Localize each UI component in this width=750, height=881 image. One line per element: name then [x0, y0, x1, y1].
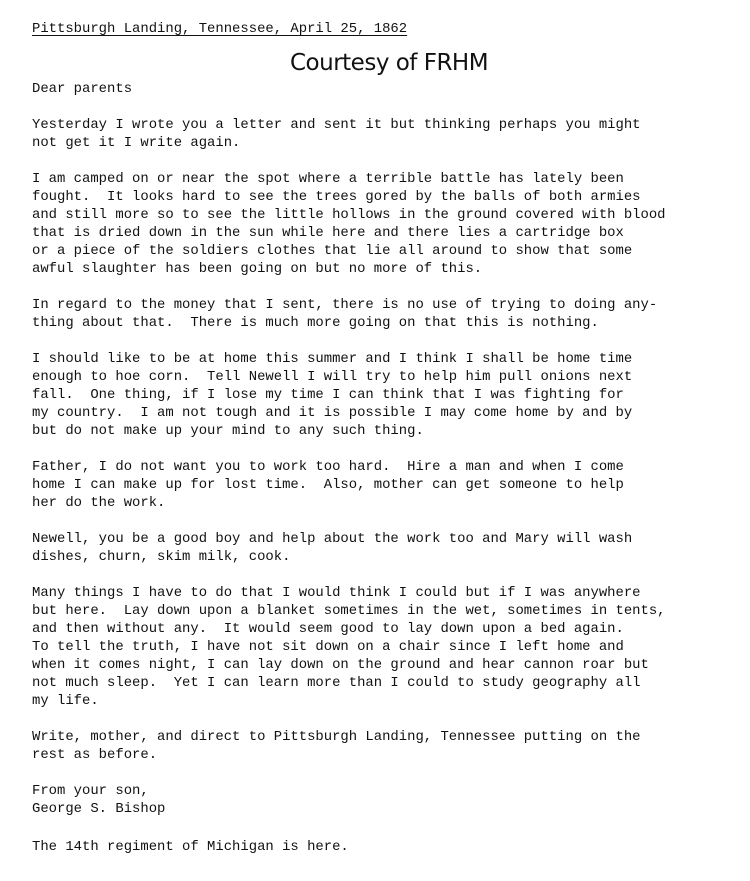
paragraph-2: I am camped on or near the spot where a terrible battle has lately been fought. It looks hard to see the trees gored by the balls of both armies and still more so to see the little hollows in the ground covered with blood that is dried down in the sun while here and there lies a cartridge box or a piece of the soldiers clothes that lie all around to show that some awful slaughter has been going on but no more of this. — [32, 171, 666, 277]
salutation: Dear parents — [32, 81, 133, 97]
paragraph-5: Father, I do not want you to work too hard. Hire a man and when I come home I can make up for lost time. Also, mother can get someone to help her do the work. — [32, 459, 624, 511]
paragraph-8: Write, mother, and direct to Pittsburgh Landing, Tennessee putting on the rest as before. — [32, 729, 641, 763]
closing-signature: From your son, George S. Bishop — [32, 783, 166, 817]
letter-heading-place-date: Pittsburgh Landing, Tennessee, April 25, 1862 — [32, 21, 408, 37]
paragraph-1: Yesterday I wrote you a letter and sent it but thinking perhaps you might not get it I write again. — [32, 117, 641, 151]
postscript: The 14th regiment of Michigan is here. — [32, 839, 349, 855]
courtesy-stamp: Courtesy of FRHM — [290, 50, 489, 76]
paragraph-7: Many things I have to do that I would think I could but if I was anywhere but here. Lay down upon a blanket sometimes in the wet, sometimes in tents, and then without any. It would seem good to lay down upon a bed again. To tell the truth, I have not sit down on a chair since I left home and when it comes night, I can lay down on the ground and hear cannon roar but not much sleep. Yet I can learn more than I could to study geography all my life. — [32, 585, 666, 709]
paragraph-6: Newell, you be a good boy and help about the work too and Mary will wash dishes, churn, skim milk, cook. — [32, 531, 633, 565]
paragraph-3: In regard to the money that I sent, there is no use of trying to doing any- thing about that. There is much more going on that this is nothing. — [32, 297, 658, 331]
paragraph-4: I should like to be at home this summer and I think I shall be home time enough to hoe corn. Tell Newell I will try to help him pull onions next fall. One thing, if I lose my time I can think that I was fighting for my country. I am not tough and it is possible I may come home by and by but do not make up your mind to any such thing. — [32, 351, 633, 439]
